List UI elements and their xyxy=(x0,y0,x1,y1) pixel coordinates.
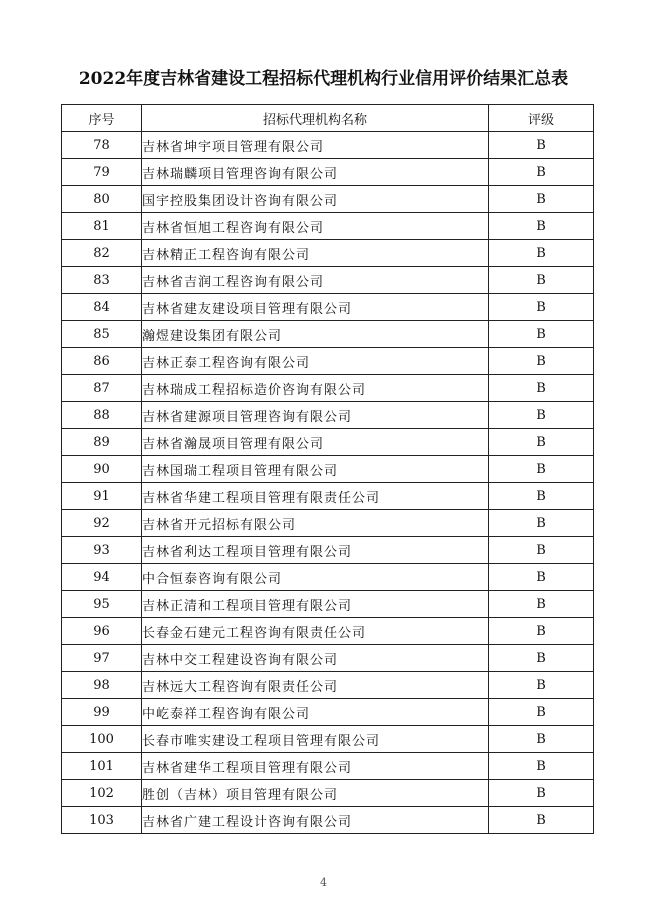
row-serial-number: 84 xyxy=(62,294,142,321)
row-serial-number: 100 xyxy=(62,726,142,753)
row-rating: B xyxy=(489,483,594,510)
row-serial-number: 98 xyxy=(62,672,142,699)
header-rating: 评级 xyxy=(489,105,594,132)
table-row xyxy=(62,132,594,159)
table-row xyxy=(62,213,594,240)
row-serial-number: 91 xyxy=(62,483,142,510)
table-row xyxy=(62,726,594,753)
row-rating: B xyxy=(489,267,594,294)
row-rating: B xyxy=(489,618,594,645)
row-serial-number: 99 xyxy=(62,699,142,726)
row-serial-number: 80 xyxy=(62,186,142,213)
row-agency-name: 胜创（吉林）项目管理有限公司 xyxy=(142,780,489,807)
table-row xyxy=(62,618,594,645)
row-rating: B xyxy=(489,780,594,807)
row-rating: B xyxy=(489,429,594,456)
row-rating: B xyxy=(489,321,594,348)
table-row xyxy=(62,375,594,402)
row-agency-name: 吉林远大工程咨询有限责任公司 xyxy=(142,672,489,699)
row-agency-name: 长春市唯实建设工程项目管理有限公司 xyxy=(142,726,489,753)
document-title: 2022年度吉林省建设工程招标代理机构行业信用评价结果汇总表 xyxy=(78,69,569,89)
row-agency-name: 中屹泰祥工程咨询有限公司 xyxy=(142,699,489,726)
table-row xyxy=(62,753,594,780)
row-rating: B xyxy=(489,294,594,321)
row-rating: B xyxy=(489,564,594,591)
table-row xyxy=(62,348,594,375)
credit-rating-table xyxy=(61,104,594,834)
table-row xyxy=(62,510,594,537)
row-agency-name: 吉林省开元招标有限公司 xyxy=(142,510,489,537)
table-row xyxy=(62,591,594,618)
row-serial-number: 92 xyxy=(62,510,142,537)
table-row xyxy=(62,699,594,726)
row-serial-number: 101 xyxy=(62,753,142,780)
row-agency-name: 吉林省吉润工程咨询有限公司 xyxy=(142,267,489,294)
row-agency-name: 吉林省建友建设项目管理有限公司 xyxy=(142,294,489,321)
row-agency-name: 吉林省建华工程项目管理有限公司 xyxy=(142,753,489,780)
row-serial-number: 81 xyxy=(62,213,142,240)
row-agency-name: 中合恒泰咨询有限公司 xyxy=(142,564,489,591)
row-serial-number: 102 xyxy=(62,780,142,807)
header-serial-number: 序号 xyxy=(62,105,142,132)
table-row xyxy=(62,159,594,186)
row-rating: B xyxy=(489,375,594,402)
row-serial-number: 88 xyxy=(62,402,142,429)
table-row xyxy=(62,672,594,699)
row-serial-number: 97 xyxy=(62,645,142,672)
row-serial-number: 89 xyxy=(62,429,142,456)
row-agency-name: 吉林省华建工程项目管理有限责任公司 xyxy=(142,483,489,510)
table-row xyxy=(62,240,594,267)
row-rating: B xyxy=(489,537,594,564)
row-rating: B xyxy=(489,807,594,834)
row-agency-name: 瀚煜建设集团有限公司 xyxy=(142,321,489,348)
table-row xyxy=(62,186,594,213)
row-serial-number: 87 xyxy=(62,375,142,402)
table-row xyxy=(62,294,594,321)
row-agency-name: 吉林精正工程咨询有限公司 xyxy=(142,240,489,267)
row-agency-name: 吉林正清和工程项目管理有限公司 xyxy=(142,591,489,618)
table-row xyxy=(62,321,594,348)
row-rating: B xyxy=(489,159,594,186)
table-row xyxy=(62,780,594,807)
row-rating: B xyxy=(489,456,594,483)
row-rating: B xyxy=(489,672,594,699)
row-rating: B xyxy=(489,753,594,780)
row-agency-name: 长春金石建元工程咨询有限责任公司 xyxy=(142,618,489,645)
row-agency-name: 吉林瑞麟项目管理咨询有限公司 xyxy=(142,159,489,186)
row-rating: B xyxy=(489,186,594,213)
row-rating: B xyxy=(489,726,594,753)
table-row xyxy=(62,429,594,456)
row-serial-number: 103 xyxy=(62,807,142,834)
table-row xyxy=(62,645,594,672)
row-serial-number: 94 xyxy=(62,564,142,591)
table-row xyxy=(62,456,594,483)
row-serial-number: 85 xyxy=(62,321,142,348)
row-serial-number: 90 xyxy=(62,456,142,483)
table-header-row xyxy=(62,105,594,132)
row-serial-number: 86 xyxy=(62,348,142,375)
row-rating: B xyxy=(489,699,594,726)
row-serial-number: 95 xyxy=(62,591,142,618)
row-agency-name: 吉林瑞成工程招标造价咨询有限公司 xyxy=(142,375,489,402)
row-agency-name: 吉林省恒旭工程咨询有限公司 xyxy=(142,213,489,240)
row-agency-name: 吉林省瀚晟项目管理有限公司 xyxy=(142,429,489,456)
table-row xyxy=(62,564,594,591)
row-agency-name: 吉林省建源项目管理咨询有限公司 xyxy=(142,402,489,429)
row-rating: B xyxy=(489,402,594,429)
table-row xyxy=(62,807,594,834)
table-row xyxy=(62,537,594,564)
row-rating: B xyxy=(489,240,594,267)
header-agency-name: 招标代理机构名称 xyxy=(142,105,489,132)
row-rating: B xyxy=(489,591,594,618)
row-serial-number: 79 xyxy=(62,159,142,186)
row-agency-name: 吉林省利达工程项目管理有限公司 xyxy=(142,537,489,564)
page-number: 4 xyxy=(320,876,327,889)
row-serial-number: 82 xyxy=(62,240,142,267)
row-serial-number: 93 xyxy=(62,537,142,564)
row-rating: B xyxy=(489,348,594,375)
row-serial-number: 83 xyxy=(62,267,142,294)
row-rating: B xyxy=(489,213,594,240)
row-agency-name: 国宇控股集团设计咨询有限公司 xyxy=(142,186,489,213)
table-row xyxy=(62,267,594,294)
row-serial-number: 96 xyxy=(62,618,142,645)
row-agency-name: 吉林国瑞工程项目管理有限公司 xyxy=(142,456,489,483)
table-row xyxy=(62,483,594,510)
row-serial-number: 78 xyxy=(62,132,142,159)
row-rating: B xyxy=(489,510,594,537)
row-agency-name: 吉林省坤宇项目管理有限公司 xyxy=(142,132,489,159)
row-agency-name: 吉林中交工程建设咨询有限公司 xyxy=(142,645,489,672)
row-agency-name: 吉林省广建工程设计咨询有限公司 xyxy=(142,807,489,834)
row-rating: B xyxy=(489,132,594,159)
table-row xyxy=(62,402,594,429)
row-rating: B xyxy=(489,645,594,672)
row-agency-name: 吉林正泰工程咨询有限公司 xyxy=(142,348,489,375)
